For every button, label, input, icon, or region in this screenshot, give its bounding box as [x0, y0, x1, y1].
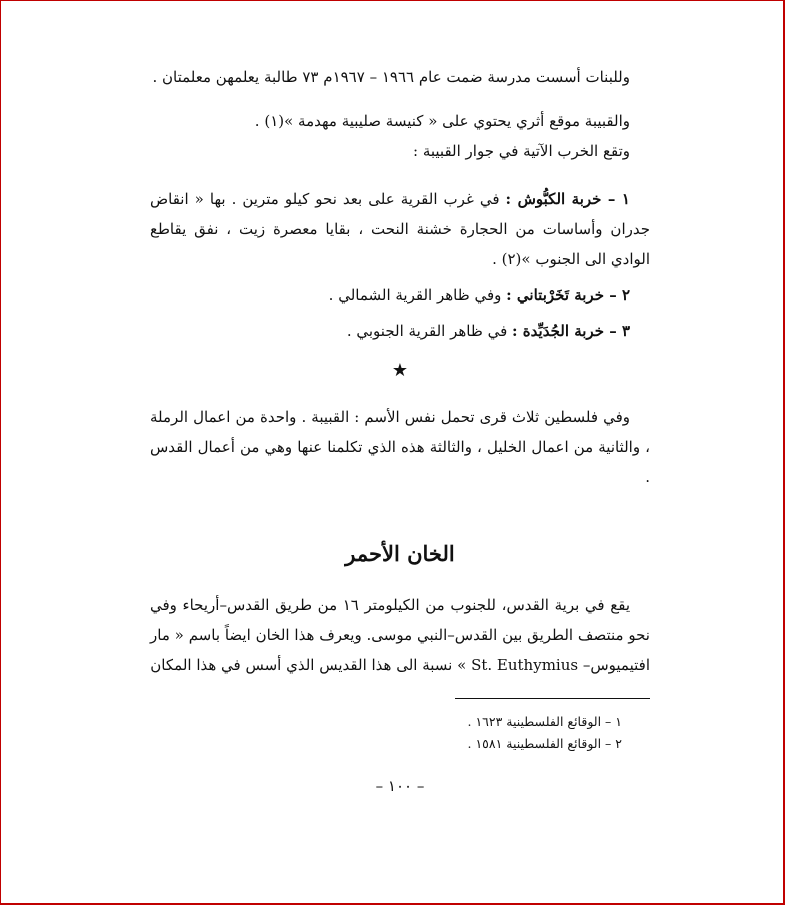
- section-heading: الخان الأحمر: [345, 541, 455, 566]
- paragraph-three-villages: وفي فلسطين ثلاث قرى تحمل نفس الأسم : القبيبة . واحدة من اعمال الرملة ، والثانية من اعمال الخليل ، والثالثة هذه الذي تكلمنا عنها وهي من أعمال القدس .: [150, 408, 650, 486]
- paragraph-khan-al-ahmar: [150, 590, 650, 680]
- list-item-title: ٢ – خربة تَخَرْبتاني :: [506, 286, 630, 304]
- list-item-title: ٣ – خربة الجُدَيِّدة :: [512, 322, 630, 340]
- list-item-khirbet-judeida: [150, 316, 650, 346]
- document-page: [150, 62, 650, 801]
- text-run: يقع في برية القدس، للجنوب من الكيلومتر ١٦ من طريق القدس–أريحاء وفي نحو منتصف الطريق بين القدس–النبي موسى. ويعرف هذا الخان ايضاً باسم « مار افتيميوس–: [150, 596, 650, 674]
- footnote-2: ٢ – الوقائع الفلسطينية ١٥٨١ .: [467, 736, 622, 751]
- list-item-body: وفي ظاهر القرية الشمالي .: [328, 286, 502, 304]
- list-item-khirbet-kharbatani: [150, 280, 650, 310]
- paragraph-girls-school: وللبنات أسست مدرسة ضمت عام ١٩٦٦ – ١٩٦٧م ٧٣ طالبة يعلمهن معلمتان .: [152, 68, 630, 86]
- page-number: – ١٠٠ –: [375, 777, 425, 795]
- list-item-khirbet-kabbush: [150, 184, 650, 274]
- paragraph-archaeological-site: والقبيبة موقع أثري يحتوي على « كنيسة صليبية مهدمة »(١) .: [254, 112, 630, 130]
- text-run: » نسبة الى هذا القديس الذي أسس في هذا المكان: [150, 656, 472, 674]
- paragraph-ruins-intro: وتقع الخرب الآتية في جوار القبيبة :: [413, 142, 630, 160]
- list-item-title: ١ – خربة الكبُّوش :: [505, 190, 630, 208]
- list-item-body: في غرب القرية على بعد نحو كيلو مترين . بها « انقاض جدران وأساسات من الحجارة خشنة النحت ، بقايا معصرة زيت ، نفق يقاطع الوادي الى الجنوب »(٢) .: [150, 190, 650, 268]
- latin-name: St. Euthymius: [471, 656, 579, 674]
- footnote-divider: [455, 698, 650, 699]
- section-separator-star: ★: [391, 360, 409, 381]
- list-item-body: في ظاهر القرية الجنوبي .: [346, 322, 508, 340]
- footnote-1: ١ – الوقائع الفلسطينية ١٦٢٣ .: [467, 714, 622, 729]
